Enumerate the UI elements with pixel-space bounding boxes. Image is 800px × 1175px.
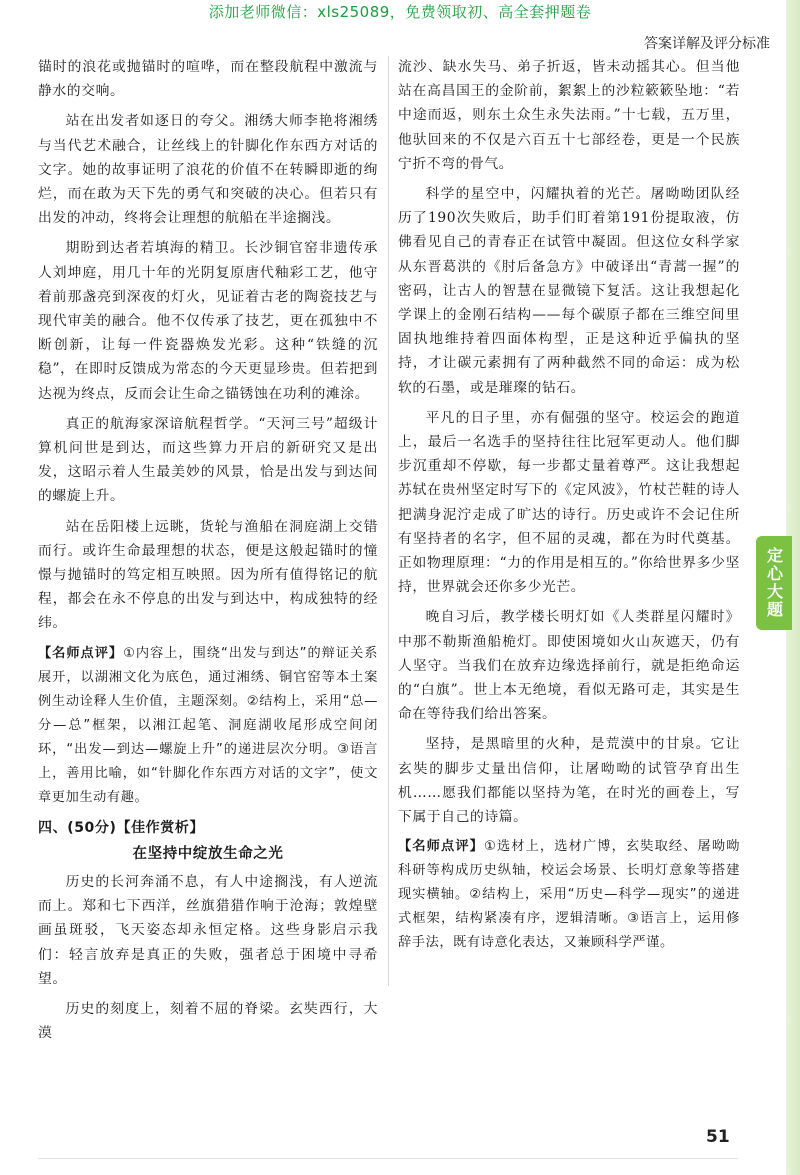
left-column	[38, 55, 378, 1052]
column-divider	[388, 56, 389, 986]
paragraph: 历史的长河奔涌不息，有人中途搁浅，有人逆流而上。郑和七下西洋，丝旗猎猎作响于沧海；敦煌壁画虽斑驳，飞天姿态却永恒定格。这些身影启示我们：轻言放弃是真正的失败，强者总于困境中寻希望。	[38, 874, 378, 987]
essay-title: 在坚持中绽放生命之光	[132, 845, 284, 862]
section-side-tab	[756, 536, 792, 630]
top-banner-bar	[0, 0, 800, 24]
paragraph: 真正的航海家深谙航程哲学。“天河三号”超级计算机问世是到达，而这些算力开启的新研究又是出发，这昭示着人生最美妙的风景，恰是出发与到达间的螺旋上升。	[38, 415, 378, 505]
paragraph: 期盼到达者若填海的精卫。长沙铜官窑非遗传承人刘坤庭，用几十年的光阴复原唐代釉彩工艺，他守着前那盏亮到深夜的灯火，见证着古老的陶瓷技艺与现代审美的融合。他不仅传承了技艺，更在孤独中不断创新，让每一件瓷器焕发光彩。这种“铁缝的沉稳”，在即时反馈成为常态的今天更显珍贵。但若把到达视为终点，反而会让生命之锚锈蚀在功利的滩涂。	[38, 240, 378, 402]
paragraph: 科学的星空中，闪耀执着的光芒。屠呦呦团队经历了190次失败后，助手们盯着第191份提取液，仿佛看见自己的青春正在试管中凝固。但这位女科学家从东晋葛洪的《肘后备急方》中破译出“青蒿一握”的密码，让古人的智慧在显微镜下复活。这让我想起化学课上的金刚石结构——每个碳原子都在三维空间里固执地维持着四面体构型，正是这种近乎偏执的坚持，才让碳元素拥有了两种截然不同的命运：成为松软的石墨，或是璀璨的钻石。	[398, 186, 740, 396]
teacher-comment	[38, 642, 378, 810]
comment-text: ①内容上，围绕“出发与到达”的辩证关系展开，以湖湘文化为底色，通过湘绣、铜官窑等本土案例生动诠释人生价值，主题深刻。②结构上，采用“总—分—总”框架，以湘江起笔、洞庭湖收尾形成空间闭环，“出发—到达—螺旋上升”的递进层次分明。③语言上，善用比喻，如“针脚化作东西方对话的文字”，使文章更加生动有趣。	[38, 645, 378, 805]
paragraph: 锚时的浪花或抛锚时的喧哗，而在整段航程中激流与静水的交响。	[38, 59, 378, 100]
side-tab-label: 定心大题	[764, 547, 784, 619]
comment-tag: 【名师点评】	[38, 645, 124, 661]
promo-banner: 添加老师微信：xls25089，免费领取初、高全套押题卷	[208, 3, 592, 21]
paragraph: 流沙、缺水失马、弟子折返，皆未动摇其心。但当他站在高昌国王的金阶前，絮絮上的沙粒簌簌坠地：“若中途而返，则东土众生永失法雨。”十七载，五万里，他驮回来的不仅是六百五十七部经卷，更是一个民族宁折不弯的骨气。	[398, 59, 740, 172]
right-column	[398, 55, 740, 961]
paragraph: 站在出发者如逐日的夸父。湘绣大师李艳将湘绣与当代艺术融合，让丝线上的针脚化作东西方对话的文字。她的故事证明了浪花的价值不在转瞬即逝的绚烂，而在敢为天下先的勇气和突破的决心。但若只有出发的冲动，终将会让理想的航船在半途搁浅。	[38, 113, 378, 227]
comment-tag: 【名师点评】	[398, 839, 484, 855]
comment-text: ①选材上，选材广博，玄奘取经、屠呦呦科研等构成历史纵轴，校运会场景、长明灯意象等搭建现实横轴。②结构上，采用“历史—科学—现实”的递进式框架，结构紧凑有序，逻辑清晰。③语言上，运用修辞手法，既有诗意化表达，又兼顾科学严谨。	[398, 839, 740, 951]
running-head: 答案详解及评分标准	[644, 36, 770, 52]
page-number: 51	[706, 1127, 730, 1147]
teacher-comment	[398, 835, 740, 955]
paragraph: 晚自习后，教学楼长明灯如《人类群星闪耀时》中那不勒斯渔船桅灯。即使困境如火山灰遮天，仍有人坚守。当我们在放弃边缘选择前行，就是拒绝命运的“白旗”。世上本无绝境，看似无路可走，其实是生命在等待我们给出答案。	[398, 609, 740, 723]
paragraph: 坚持，是黑暗里的火种，是荒漠中的甘泉。它让玄奘的脚步丈量出信仰，让屠呦呦的试管孕育出生机……愿我们都能以坚持为笔，在时光的画卷上，写下属于自己的诗篇。	[398, 736, 740, 826]
section-heading: 四、(50分)【佳作赏析】	[38, 819, 205, 836]
paragraph: 站在岳阳楼上远眺，货轮与渔船在洞庭湖上交错而行。或许生命最理想的状态，便是这般起锚时的憧憬与抛锚时的笃定相互映照。因为所有值得铭记的航程，都会在永不停息的出发与到达中，构成独特的经纬。	[38, 518, 378, 632]
paragraph: 历史的刻度上，刻着不屈的脊梁。玄奘西行，大漠	[38, 1001, 378, 1042]
paragraph: 平凡的日子里，亦有倔强的坚守。校运会的跑道上，最后一名选手的坚持往往比冠军更动人。他们脚步沉重却不停歇，每一步都丈量着尊严。这让我想起苏轼在贵州坚定时写下的《定风波》，竹杖芒鞋的诗人把满身泥泞走成了旷达的诗行。历史或许不会记住所有坚持者的名字，但不屈的灵魂，都在为时代奠基。正如物理原理：“力的作用是相互的。”你给世界多少坚持，世界就会还你多少光芒。	[398, 409, 740, 596]
footer-rule	[38, 1158, 738, 1159]
